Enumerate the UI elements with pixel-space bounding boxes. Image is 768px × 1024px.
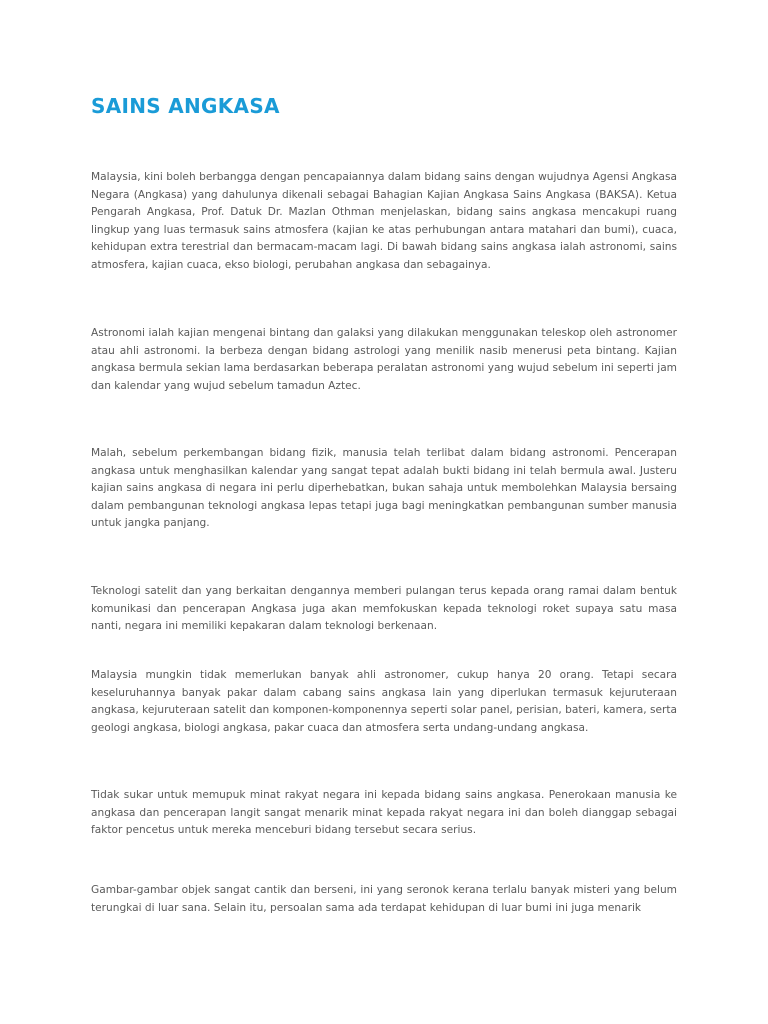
paragraph-experts: Malaysia mungkin tidak memerlukan banyak ahli astronomer, cukup hanya 20 orang. Tetapi secara keseluruhannya banyak pakar dalam cabang sains angkasa lain yang diperlukan termasuk kejuruteraan angkasa, kejuruteraan satelit dan komponen-komponennya seperti solar panel, perisian, bateri, kamera, serta geologi angkasa, biologi angkasa, pakar cuaca dan atmosfera serta undang-undang angkasa. — [91, 669, 677, 734]
paragraph-images: Gambar-gambar objek sangat cantik dan berseni, ini yang seronok kerana terlalu banyak misteri yang belum terungkai di luar sana. Selain itu, persoalan sama ada terdapat kehidupan di luar bumi ini juga menarik — [91, 884, 677, 914]
paragraph-satellite: Teknologi satelit dan yang berkaitan dengannya memberi pulangan terus kepada orang ramai dalam bentuk komunikasi dan pencerapan Angkasa juga akan memfokuskan kepada teknologi roket supaya satu masa nanti, negara ini memiliki kepakaran dalam teknologi berkenaan. — [91, 585, 677, 633]
paragraph-intro: Malaysia, kini boleh berbangga dengan pencapaiannya dalam bidang sains dengan wujudnya Agensi Angkasa Negara (Angkasa) yang dahulunya dikenali sebagai Bahagian Kajian Angkasa Sains Angkasa (BAKSA). Ketua Pengarah Angkasa, Prof. Datuk Dr. Mazlan Othman menjelaskan, bidang sains angkasa mencakupi ruang lingkup yang luas termasuk sains atmosfera (kajian ke atas perhubungan antara matahari dan bumi), cuaca, kehidupan extra terestrial dan bermacam-macam lagi. Di bawah bidang sains angkasa ialah astronomi, sains atmosfera, kajian cuaca, ekso biologi, perubahan angkasa dan sebagainya. — [91, 171, 677, 271]
paragraph-history: Malah, sebelum perkembangan bidang fizik, manusia telah terlibat dalam bidang astronomi. Pencerapan angkasa untuk menghasilkan kalendar yang sangat tepat adalah bukti bidang ini telah bermula awal. Justeru kajian sains angkasa di negara ini perlu diperhebatkan, bukan sahaja untuk membolehkan Malaysia bersaing dalam pembangunan teknologi angkasa lepas tetapi juga bagi meningkatkan pembangunan sumber manusia untuk jangka panjang. — [91, 447, 677, 530]
paragraph-astronomy: Astronomi ialah kajian mengenai bintang dan galaksi yang dilakukan menggunakan teleskop oleh astronomer atau ahli astronomi. Ia berbeza dengan bidang astrologi yang menilik nasib menerusi peta bintang. Kajian angkasa bermula sekian lama berdasarkan beberapa peralatan astronomi yang wujud sebelum ini seperti jam dan kalendar yang wujud sebelum tamadun Aztec. — [91, 327, 677, 392]
document-title: SAINS ANGKASA — [91, 94, 280, 118]
paragraph-interest: Tidak sukar untuk memupuk minat rakyat negara ini kepada bidang sains angkasa. Penerokaan manusia ke angkasa dan pencerapan langit sangat menarik minat kepada rakyat negara ini dan boleh dianggap sebagai faktor pencetus untuk mereka menceburi bidang tersebut secara serius. — [91, 789, 677, 837]
